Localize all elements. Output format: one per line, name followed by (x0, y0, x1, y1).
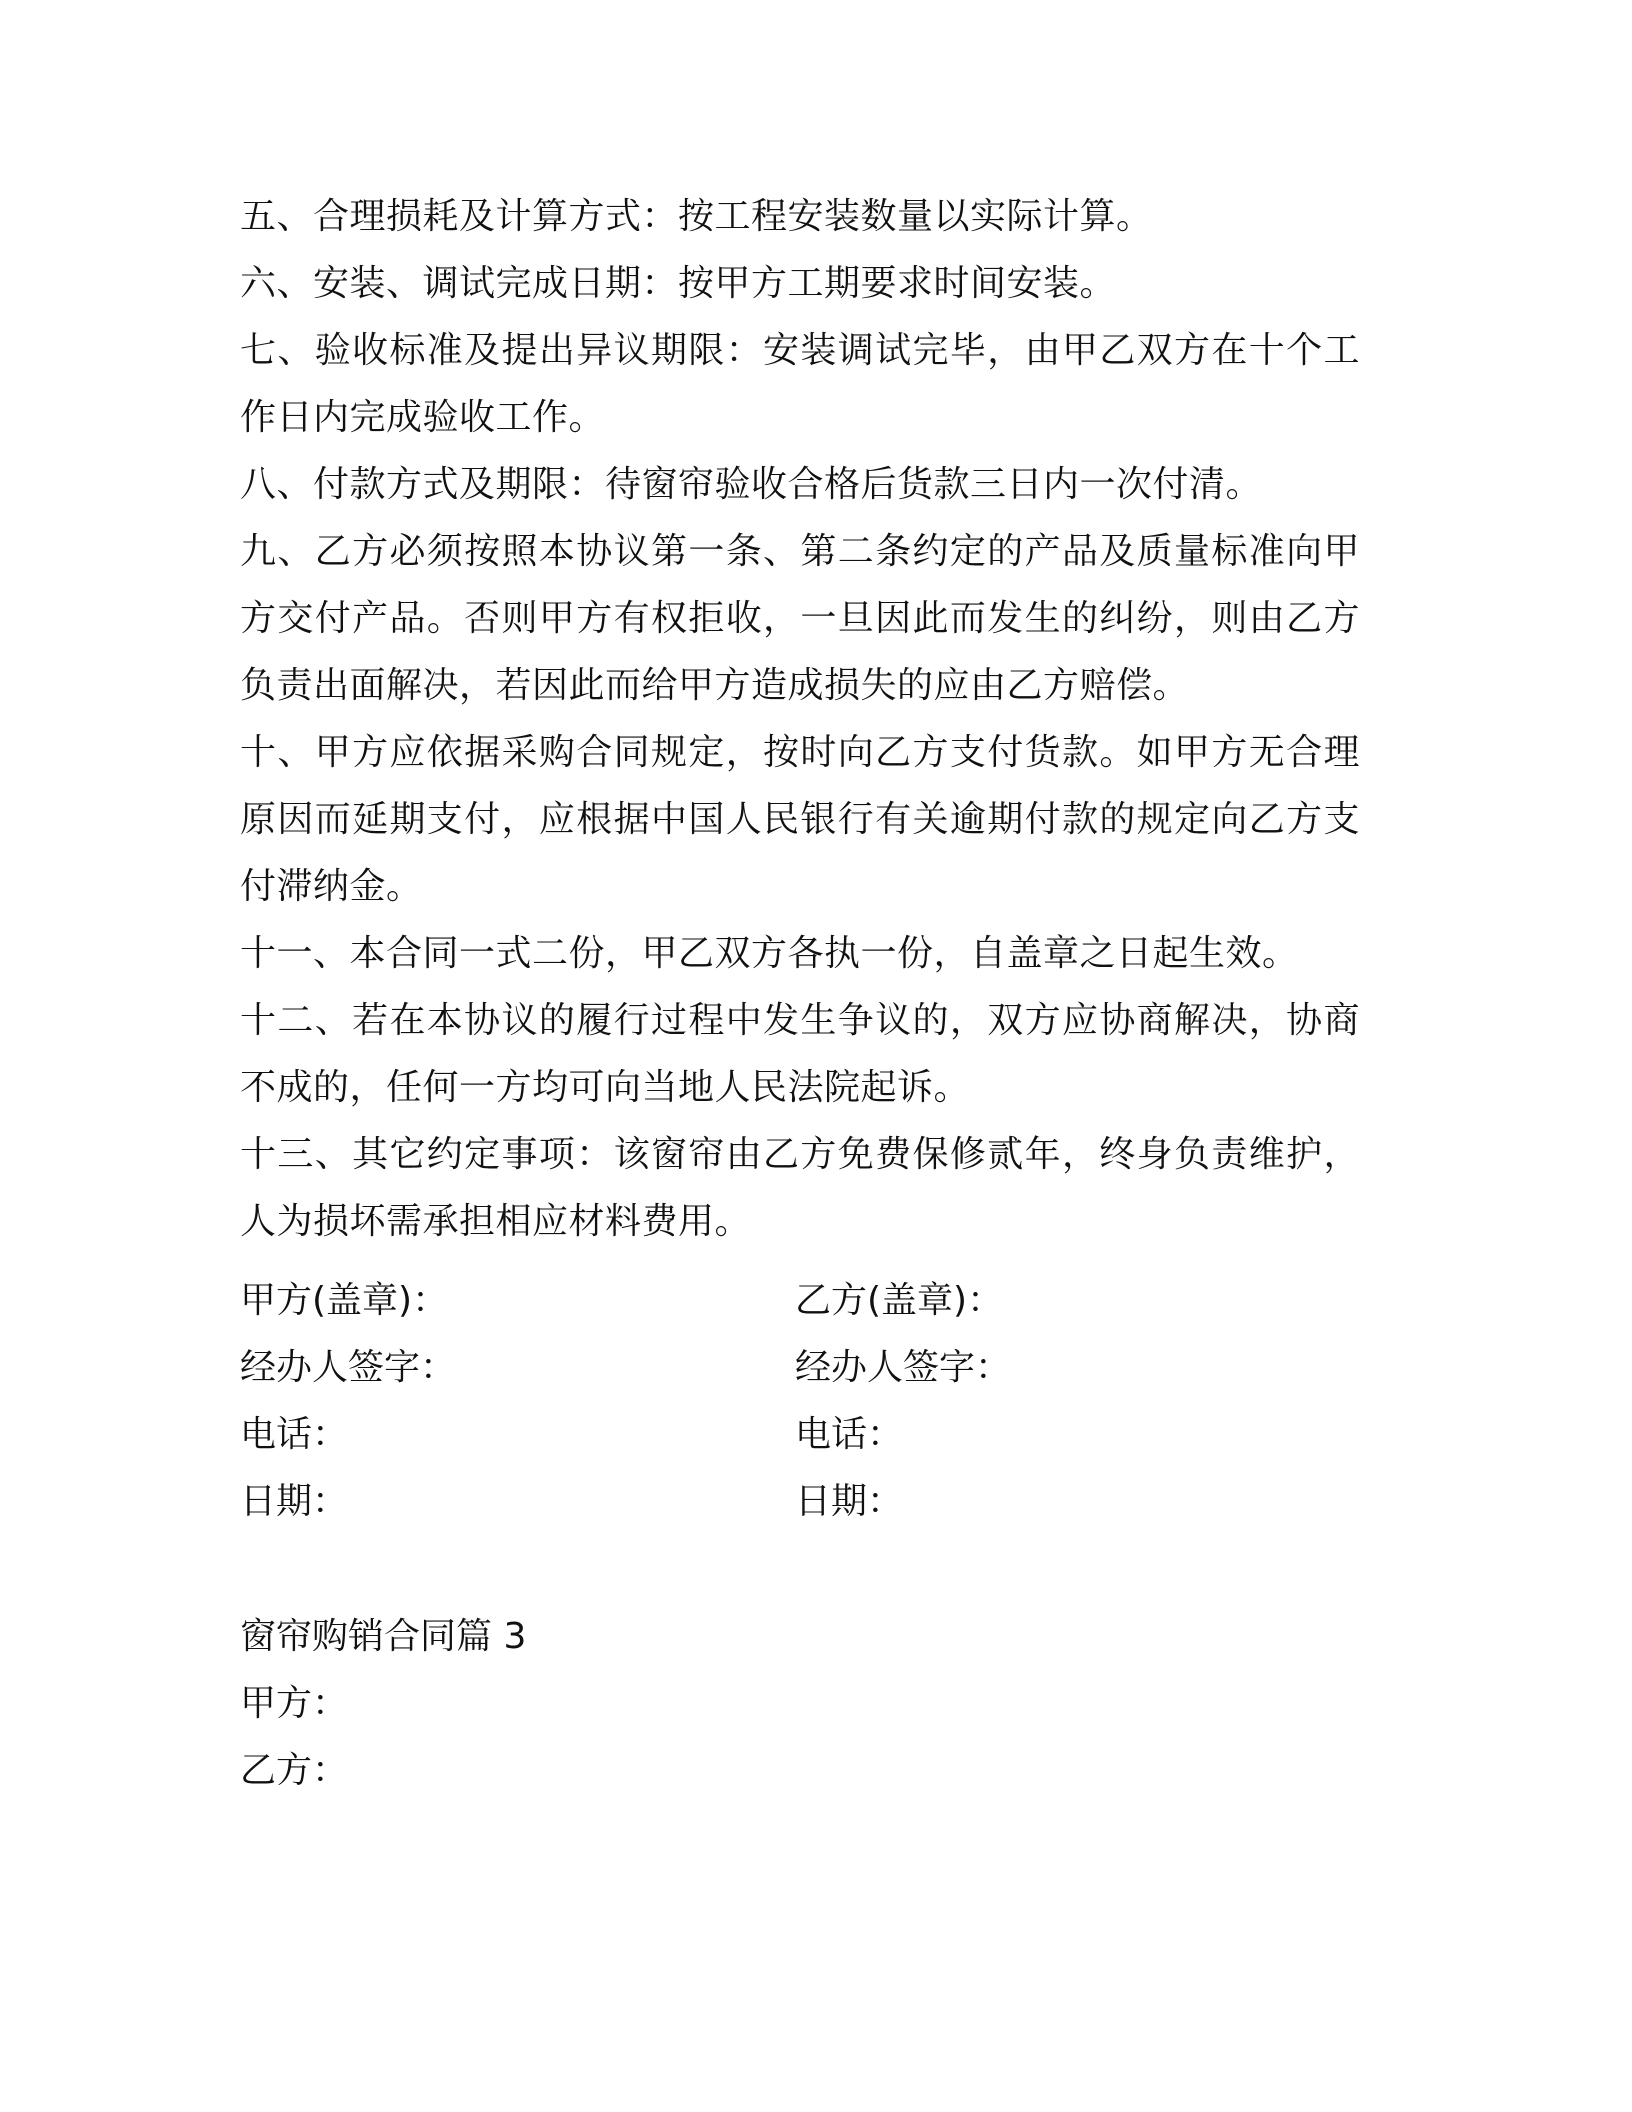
clause-10: 十、甲方应依据采购合同规定，按时向乙方支付货款。如甲方无合理原因而延期支付，应根据中国人民银行有关逾期付款的规定向乙方支付滞纳金。 (240, 732, 1360, 907)
clause-9: 九、乙方必须按照本协议第一条、第二条约定的产品及质量标准向甲方交付产品。否则甲方有权拒收，一旦因此而发生的纠纷，则由乙方负责出面解决，若因此而给甲方造成损失的应由乙方赔偿。 (240, 531, 1360, 706)
signature-row-date (240, 1468, 1360, 1535)
party-a-seal-label: 甲方(盖章)： (240, 1280, 449, 1321)
party-b-phone-label: 电话： (795, 1414, 904, 1455)
next-contract-section (240, 1603, 1360, 1804)
next-party-b-label: 乙方： (240, 1750, 349, 1791)
clause-12: 十二、若在本协议的履行过程中发生争议的，双方应协商解决，协商不成的，任何一方均可向当地人民法院起诉。 (240, 1000, 1360, 1108)
party-b-seal-label: 乙方(盖章)： (795, 1280, 1004, 1321)
party-b-handler-label: 经办人签字： (795, 1347, 1012, 1388)
signature-row-phone (240, 1401, 1360, 1468)
signature-block (240, 1267, 1360, 1535)
section-title: 窗帘购销合同篇 3 (240, 1616, 527, 1657)
party-b-date-label: 日期： (795, 1481, 904, 1522)
clause-6: 六、安装、调试完成日期：按甲方工期要求时间安装。 (240, 263, 1117, 304)
contract-clauses (240, 183, 1360, 1255)
clause-11: 十一、本合同一式二份，甲乙双方各执一份，自盖章之日起生效。 (240, 933, 1299, 974)
party-a-handler-label: 经办人签字： (240, 1347, 457, 1388)
clause-13: 十三、其它约定事项：该窗帘由乙方免费保修贰年，终身负责维护，人为损坏需承担相应材料费用。 (240, 1134, 1360, 1242)
clause-8: 八、付款方式及期限：待窗帘验收合格后货款三日内一次付清。 (240, 464, 1263, 505)
party-a-date-label: 日期： (240, 1481, 349, 1522)
party-a-phone-label: 电话： (240, 1414, 349, 1455)
signature-row-handler (240, 1334, 1360, 1401)
next-party-a-label: 甲方： (240, 1683, 349, 1724)
clause-5: 五、合理损耗及计算方式：按工程安装数量以实际计算。 (240, 196, 1153, 237)
clause-7: 七、验收标准及提出异议期限：安装调试完毕，由甲乙双方在十个工作日内完成验收工作。 (240, 330, 1360, 438)
signature-row-seal (240, 1267, 1360, 1334)
